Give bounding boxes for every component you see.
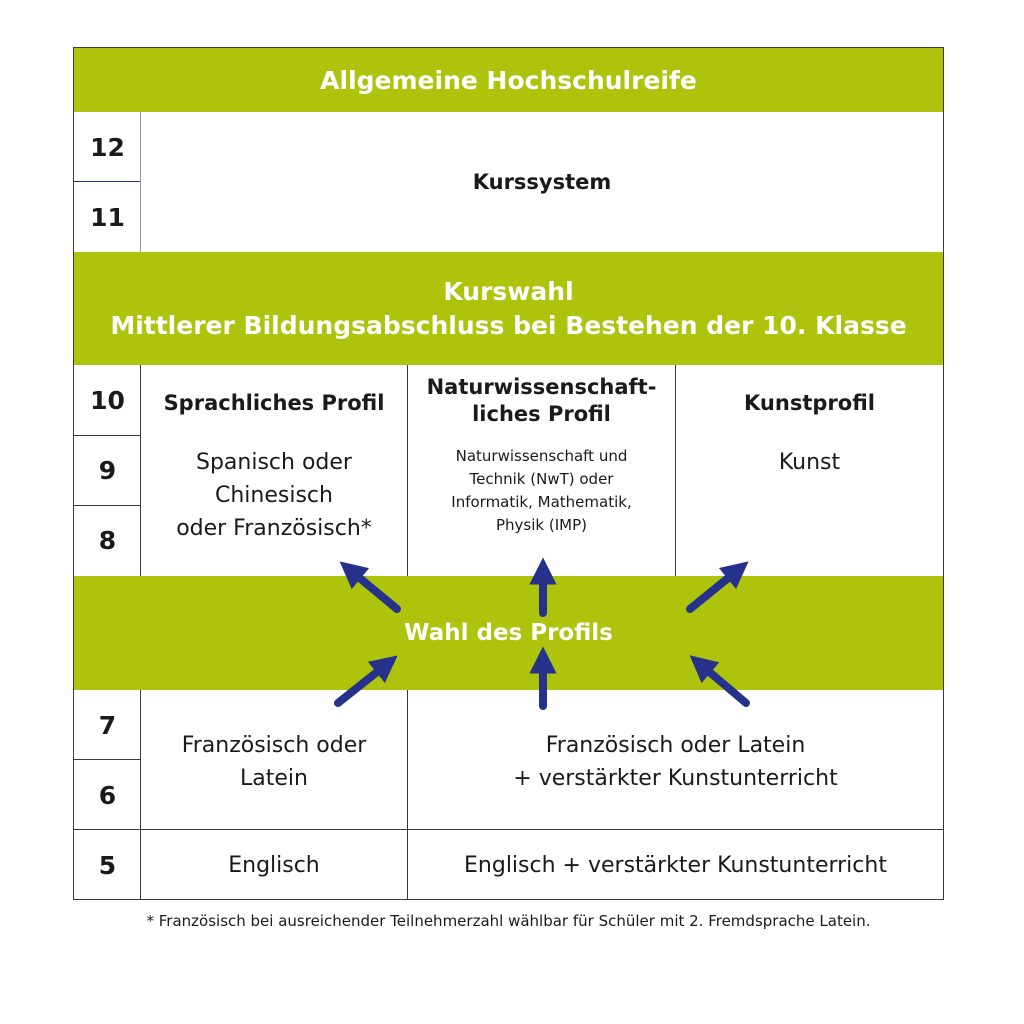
profile-science [408,374,675,537]
profile-body-line: Naturwissenschaft und [455,447,628,465]
grade-divider [74,505,141,506]
grade-5: 5 [98,850,117,880]
lower-left-line: Französisch oder [181,733,367,758]
bottom-right-cell [408,830,943,900]
profile-body-line: Technik (NwT) oder [469,470,614,488]
profile-choice-band [74,576,943,690]
course-band-line1: Kurswahl [443,276,574,306]
header-title: Allgemeine Hochschulreife [320,65,697,95]
course-band [74,252,943,365]
bottom-left-text: Englisch [228,852,320,878]
header-band [74,48,943,112]
grade-6: 6 [98,780,117,810]
grade-8: 8 [98,526,117,555]
profile-title-line: liches Profil [472,402,611,426]
profile-body [451,445,631,537]
profile-title [164,390,385,417]
lower-right-line: Französisch oder Latein [545,733,806,758]
grade-11: 11 [90,202,125,232]
profile-body-line: Informatik, Mathematik, [451,493,632,511]
profile-title-line: Kunstprofil [744,391,875,415]
kurssystem-label: Kurssystem [472,169,612,194]
profile-title [744,390,875,417]
grade-12: 12 [90,132,125,162]
profile-body [779,446,840,479]
profile-art [676,390,943,479]
grade-10: 10 [90,385,125,415]
grade-7: 7 [98,710,117,740]
profile-language [141,390,407,545]
grade-divider [74,435,141,436]
grade-9: 9 [98,455,117,485]
kurssystem-cell [141,112,943,252]
profile-title-line: Naturwissenschaft- [426,375,657,399]
profile-body [176,446,372,545]
course-band-line2: Mittlerer Bildungsabschluss bei Bestehen der 10. Klasse [110,310,907,340]
bottom-left-cell [141,830,407,900]
profile-choice-label: Wahl des Profils [404,620,613,646]
profile-body-line: Spanisch oder [196,450,352,475]
grade-divider [74,181,141,182]
profile-title [427,374,657,428]
lower-left-line: Latein [240,766,308,791]
profile-title-line: Sprachliches Profil [163,391,385,415]
profile-body-line: Chinesisch [215,483,333,508]
lower-left-cell [141,729,407,795]
profile-body-line: oder Französisch* [176,516,372,541]
bottom-right-text: Englisch + verstärkter Kunstunterricht [464,852,887,878]
lower-right-line: + verstärkter Kunstunterricht [513,766,838,791]
profile-body-line: Physik (IMP) [496,516,587,534]
footnote: * Französisch bei ausreichender Teilnehmerzahl wählbar für Schüler mit 2. Fremdsprache Latein. [146,912,871,930]
grade-divider [74,759,141,760]
lower-right-cell [408,729,943,795]
profile-body-line: Kunst [778,450,841,475]
